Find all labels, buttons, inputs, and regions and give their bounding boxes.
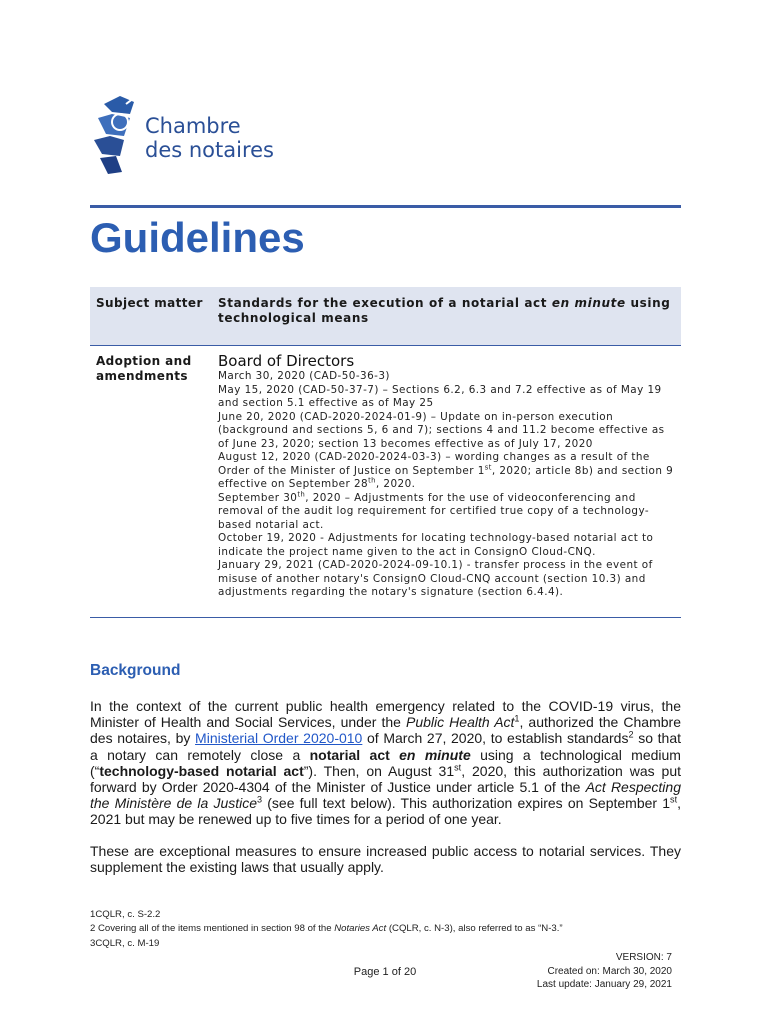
created-date: Created on: March 30, 2020 (547, 965, 672, 977)
subject-value: Standards for the execution of a notarial act en minute using technological means (218, 296, 671, 325)
logo-line-2: des notaires (145, 138, 274, 162)
footnote-3: 3CQLR, c. M-19 (90, 938, 160, 949)
background-paragraph-2: These are exceptional measures to ensure increased public access to notarial services. They supplement the existing laws that usually apply. (90, 843, 681, 876)
subject-label: Subject matter (96, 296, 203, 310)
footnote-2: 2 Covering all of the items mentioned in section 98 of the Notaries Act (CQLR, c. N-3), also referred to as “N-3.” (90, 923, 563, 934)
logo-mark-icon (90, 92, 142, 176)
title-rule (90, 205, 681, 208)
board-of-directors: Board of Directors (218, 352, 355, 370)
subject-row (90, 287, 681, 346)
logo-line-1: Chambre (145, 114, 241, 138)
amendment-history: March 30, 2020 (CAD-50-36-3) May 15, 2020 (CAD-50-37-7) – Sections 6.2, 6.3 and 7.2 effective as of May 19 and section 5.1 effective as of May 25 June 20, 2020 (CAD-2020-2024-01-9) – Update on in-person execution (background and sections 5, 6 and 7); sections 4 and 11.2 become effective as of June 23, 2020; section 13 becomes effective as of July 17, 2020 August 12, 2020 (CAD-2020-2024-03-3) – wording changes as a result of the Order of the Minister of Justice on September 1st, 2020; article 8b) and section 9 effective on September 28th, 2020. September 30th, 2020 – Adjustments for the use of videoconferencing and removal of the audit log requirement for certified true copy of a technology-based notarial act. October 19, 2020 - Adjustments for locating technology-based notarial act to indicate the project name given to the act in ConsignO Cloud-CNQ. January 29, 2021 (CAD-2020-2024-09-10.1) - transfer process in the event of misuse of another notary's ConsignO Cloud-CNQ account (section 10.3) and adjustments regarding the notary's signature (section 6.4.4). (218, 370, 674, 598)
background-paragraph-1: In the context of the current public health emergency related to the COVID-19 virus, the Minister of Health and Social Services, under the Public Health Act$^1$, authorized the Chambre des notaires, by Ministerial Order 2020-010 of March 27, 2020, to establish standards$^2$ so that a notary can remotely close a notarial act en minute using a technological medium (“technology-based notarial act”). Then, on August 31st, 2020, this authorization was put forward by Order 2020-4304 of the Minister of Justice under article 5.1 of the Act Respecting the Ministère de la Justice$^3$ (see full text below). This authorization expires on September 1st, 2021 but may be renewed up to five times for a period of one year. (90, 698, 681, 828)
version: VERSION: 7 (615, 952, 672, 963)
version-block (480, 951, 672, 992)
page-number: Page 1 of 20 (353, 966, 417, 978)
adoption-value (218, 352, 676, 600)
ministerial-order-link[interactable]: Ministerial Order 2020-010 (195, 730, 363, 747)
chambre-des-notaires-logo (90, 92, 290, 176)
footnote-1: 1CQLR, c. S-2.2 (90, 909, 161, 920)
background-heading: Background (90, 662, 181, 679)
last-update: Last update: January 29, 2021 (536, 979, 672, 990)
adoption-row (90, 346, 681, 618)
adoption-label: Adoption and amendments (96, 354, 192, 383)
logo-text (145, 114, 274, 162)
page-title: Guidelines (90, 214, 305, 261)
